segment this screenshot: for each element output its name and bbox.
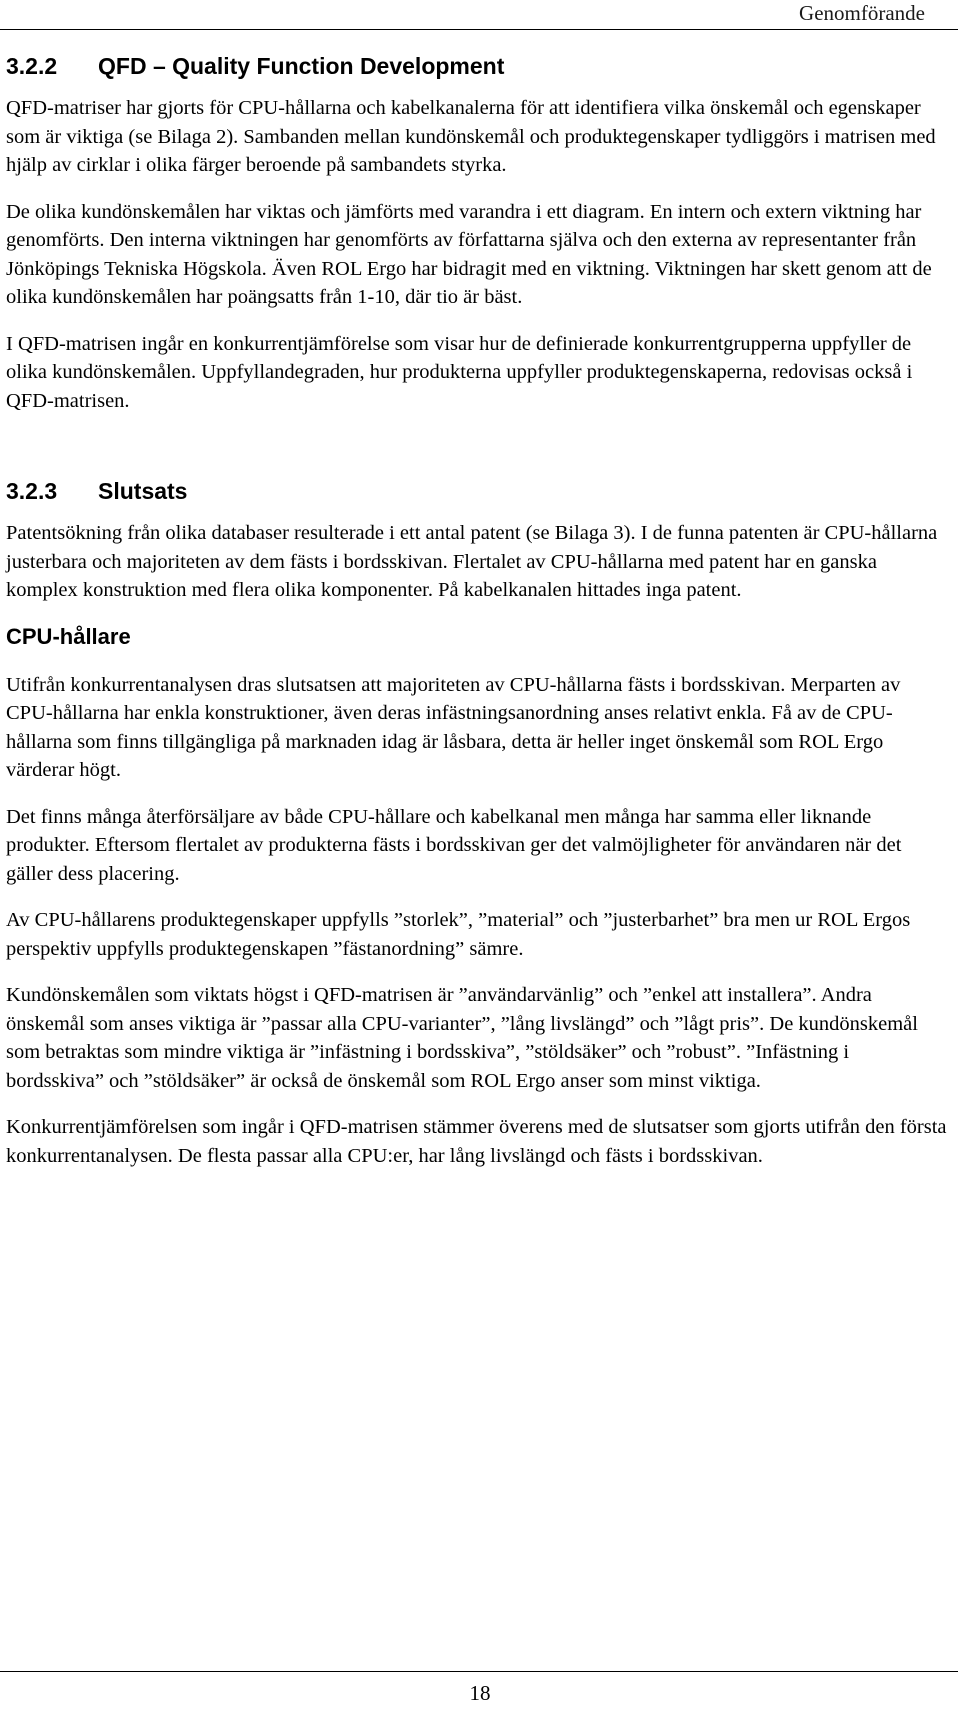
paragraph: De olika kundönskemålen har viktas och jämförts med varandra i ett diagram. En intern och extern viktning har genomförts. Den interna viktningen har genomförts av författarna själva och den externa av representanter från Jönköpings Tekniska Högskola. Även ROL Ergo har bidragit med en viktning. Viktningen har skett genom att de olika kundönskemålen har poängsatts från 1-10, där tio är bäst.: [6, 200, 932, 308]
page-number: 18: [469, 1681, 491, 1705]
paragraph: Det finns många återförsäljare av både CPU-hållare och kabelkanal men många har samma eller liknande produkter. Eftersom flertalet av produkterna fästs i bordsskivan ger det valmöjligheter för användaren när det gäller dess placering.: [6, 805, 902, 885]
header-rule: [0, 29, 958, 30]
paragraph: Patentsökning från olika databaser resulterade i ett antal patent (se Bilaga 3). I de funna patenten är CPU-hållarna justerbara och majoriteten av dem fästs i bordsskivan. Flertalet av CPU-hållarna med patent har en ganska komplex konstruktion med flera olika komponenter. På kabelkanalen hittades inga patent.: [6, 522, 938, 601]
page-content: [6, 52, 952, 1188]
section-heading-qfd: [6, 52, 952, 80]
paragraph: QFD-matriser har gjorts för CPU-hållarna och kabelkanalerna för att identifiera vilka önskemål och egenskaper som är viktiga (se Bilaga 2). Sambanden mellan kundönskemål och produktegenskaper tydliggörs i matrisen med hjälp av cirklar i olika färger beroende på sambandets styrka.: [6, 97, 936, 176]
running-header: Genomförande: [799, 1, 925, 25]
footer-rule: [0, 1671, 958, 1672]
paragraph: I QFD-matrisen ingår en konkurrentjämförelse som visar hur de definierade konkurrentgrupperna uppfyller de olika kundönskemålen. Uppfyllandegraden, hur produkterna uppfyller produktegenskaperna, redovisas också i QFD-matrisen.: [6, 332, 913, 412]
subheading-cpu-hallare: CPU-hållare: [6, 623, 131, 649]
section-number: 3.2.3: [6, 478, 58, 504]
paragraph: Utifrån konkurrentanalysen dras slutsatsen att majoriteten av CPU-hållarna fästs i bordsskivan. Merparten av CPU-hållarna har enkla konstruktioner, även deras infästningsanordning anses relativt enkla. Få av de CPU-hållarna som finns tillgängliga på marknaden idag är låsbara, detta är heller inget önskemål som ROL Ergo värderar högt.: [6, 673, 901, 781]
section-heading-slutsats: [6, 477, 952, 505]
paragraph: Konkurrentjämförelsen som ingår i QFD-matrisen stämmer överens med de slutsatser som gjorts utifrån den första konkurrentanalysen. De flesta passar alla CPU:er, har lång livslängd och fästs i bordsskivan.: [6, 1116, 947, 1167]
section-spacer: [6, 433, 952, 477]
section-title: QFD – Quality Function Development: [98, 53, 505, 79]
section-title: Slutsats: [98, 478, 188, 504]
paragraph: Kundönskemålen som viktats högst i QFD-matrisen är ”användarvänlig” och ”enkel att installera”. Andra önskemål som anses viktiga är ”passar alla CPU-varianter”, ”lång livslängd” och ”lågt pris”. De kundönskemål som betraktas som mindre viktiga är ”infästning i bordsskiva”, ”stöldsäker” och ”robust”. ”Infästning i bordsskiva” och ”stöldsäker” är också de önskemål som ROL Ergo anser som minst viktiga.: [6, 984, 918, 1092]
paragraph: Av CPU-hållarens produktegenskaper uppfylls ”storlek”, ”material” och ”justerbarhet” bra men ur ROL Ergos perspektiv uppfylls produktegenskapen ”fästanordning” sämre.: [6, 909, 911, 960]
section-number: 3.2.2: [6, 53, 58, 79]
